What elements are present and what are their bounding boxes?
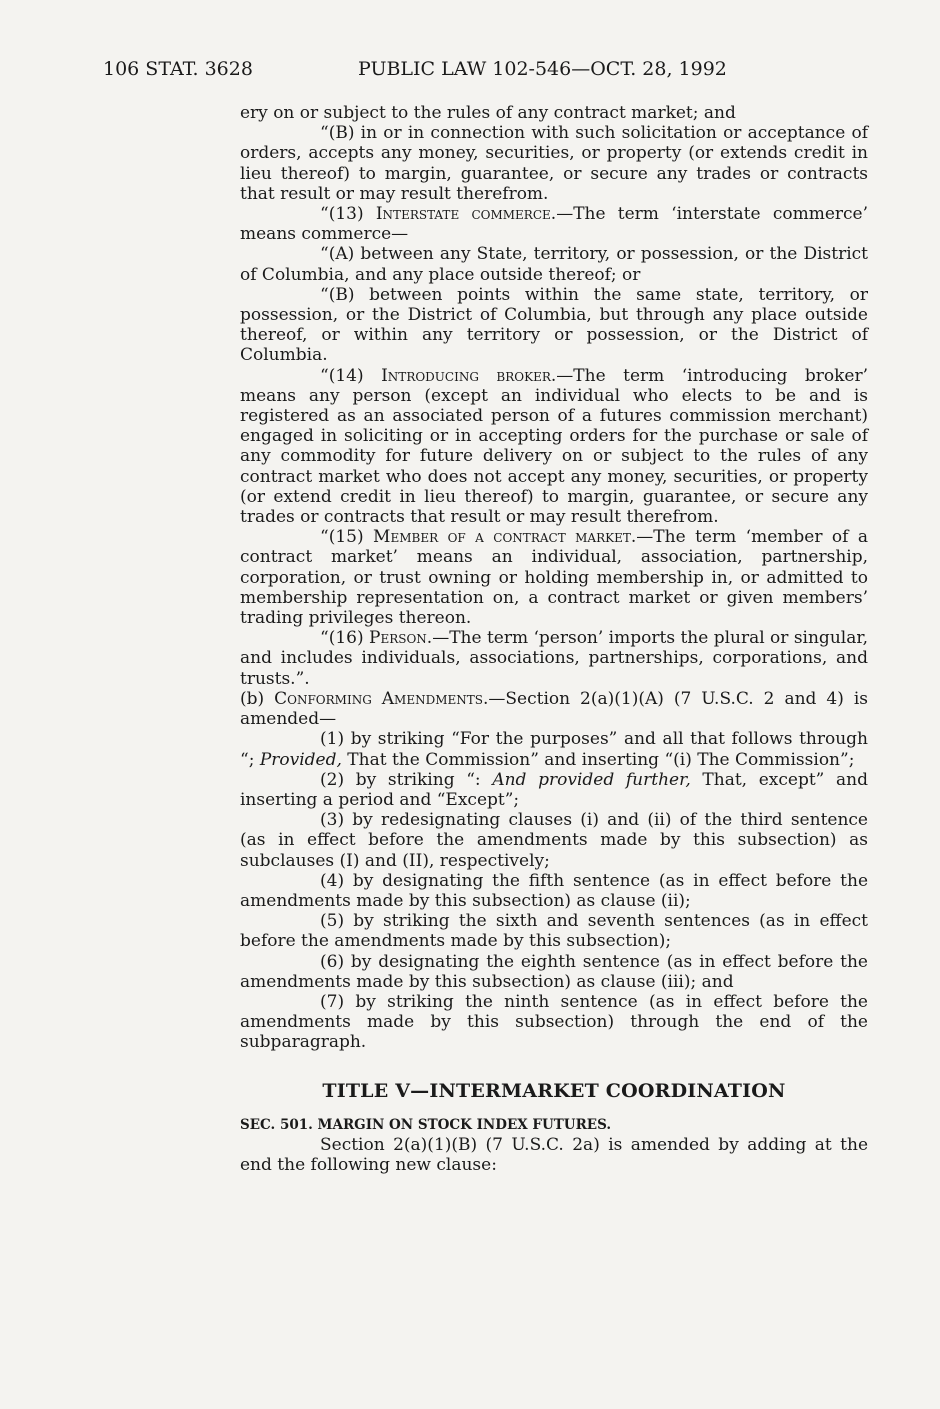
definition-introducing-broker	[240, 366, 868, 528]
amendment-3: (3) by redesignating clauses (i) and (ii) of the third sentence (as in effect before the amendments made by this subsection) as subclauses (I) and (II), respectively;	[240, 810, 868, 871]
definition-text: —The term ‘introducing broker’ means any person (except an individual who elects to be and is registered as an associated person of a futures commission merchant) engaged in soliciting or in accepting orders for the purchase or sale of any commodity for future delivery on or subject to the rules of any contract market who does not accept any money, securities, or property (or extend credit in lieu thereof) to margin, guarantee, or secure any trades or contracts that result or may result therefrom.	[240, 365, 868, 528]
paragraph-13b: “(B) between points within the same state, territory, or possession, or the District of Columbia, but through any place outside thereof, or within any territory or possession, or the District of Columbia.	[240, 284, 868, 366]
conforming-amendments	[240, 689, 868, 729]
section-heading: SEC. 501. MARGIN ON STOCK INDEX FUTURES.	[240, 1116, 612, 1133]
amendment-italic: And provided further,	[492, 769, 691, 790]
subsection-text: —Section 2(a)(1)(A) (7 U.S.C. 2 and 4) is amended—	[240, 688, 868, 730]
amendment-text: (2) by striking “:	[320, 769, 493, 790]
definition-text: —The term ‘interstate commerce’ means commerce—	[240, 204, 868, 245]
definition-text: —The term ‘member of a contract market’ means an individual, association, partnership, corporation, or trust owning or holding membership in, or admitted to membership representation on, a contract market or given members’ trading privileges thereon.	[240, 527, 868, 629]
definition-number: “(16)	[320, 628, 369, 649]
definition-person	[240, 628, 868, 689]
paragraph-13a: “(A) between any State, territory, or possession, or the District of Columbia, and any place outside thereof; or	[240, 244, 868, 285]
stat-citation: 106 STAT. 3628	[103, 58, 253, 80]
definition-number: “(13)	[320, 204, 376, 225]
definition-heading: Introducing broker.	[381, 365, 557, 386]
title-heading: TITLE V—INTERMARKET COORDINATION	[322, 1079, 786, 1102]
public-law-heading: PUBLIC LAW 102-546—OCT. 28, 1992	[358, 58, 727, 80]
amendment-text: That the Commission” and inserting “(i) The Commission”;	[341, 749, 855, 770]
amendment-2	[240, 770, 868, 810]
definition-number: “(14)	[320, 365, 382, 386]
amendment-5: (5) by striking the sixth and seventh sentences (as in effect before the amendments made by this subsection);	[240, 911, 868, 952]
paragraph-a12-end: ery on or subject to the rules of any contract market; and	[240, 103, 736, 123]
definition-heading: Person.	[369, 628, 433, 649]
subsection-heading: Conforming Amendments.	[274, 688, 489, 709]
amendment-1	[240, 729, 868, 769]
definition-text: —The term ‘person’ imports the plural or singular, and includes individuals, associations, partnerships, corporations, and trusts.”.	[240, 628, 869, 689]
body-text	[240, 103, 868, 1175]
subsection-number: (b)	[240, 688, 275, 709]
amendment-text: (1) by striking “For the purposes” and all that follows through “;	[240, 729, 868, 770]
section-501-text: Section 2(a)(1)(B) (7 U.S.C. 2a) is amended by adding at the end the following new clause:	[240, 1134, 868, 1176]
definition-number: “(15)	[320, 527, 374, 548]
paragraph-b: “(B) in or in connection with such solicitation or acceptance of orders, accepts any money, securities, or property (or extends credit in lieu thereof) to margin, guarantee, or secure any trades or contracts that result or may result therefrom.	[240, 123, 868, 204]
amendment-italic: Provided,	[259, 749, 342, 770]
amendment-7: (7) by striking the ninth sentence (as in effect before the amendments made by this subsection) through the end of the subparagraph.	[240, 991, 868, 1053]
definition-heading: Member of a contract market.	[373, 527, 637, 548]
definition-interstate-commerce	[240, 204, 868, 244]
amendment-text: That, except” and inserting a period and “Except”;	[240, 769, 868, 810]
amendment-4: (4) by designating the fifth sentence (as in effect before the amendments made by this subsection) as clause (ii);	[240, 870, 868, 911]
definition-member	[240, 527, 868, 628]
page-header	[103, 58, 900, 84]
amendment-6: (6) by designating the eighth sentence (as in effect before the amendments made by this subsection) as clause (iii); and	[240, 951, 868, 992]
definition-heading: Interstate commerce.	[375, 204, 557, 225]
